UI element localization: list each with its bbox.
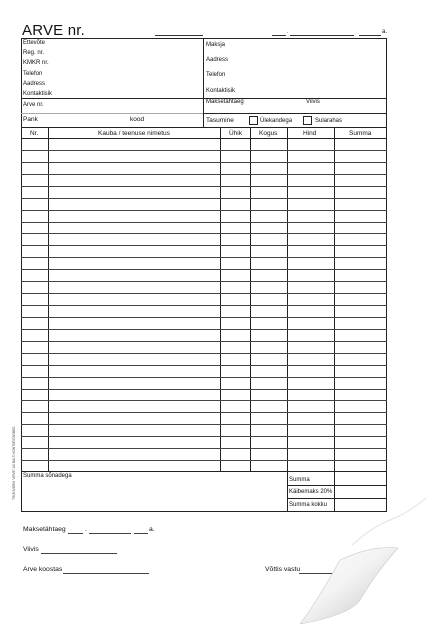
header-nr: Nr. (30, 130, 39, 137)
invoice-title: ARVE nr. (22, 22, 86, 39)
penalty-label: Viivis (306, 99, 320, 105)
date-separator: . (287, 29, 289, 35)
footer-receiver-label: Võttis vastu (265, 566, 301, 573)
sum-label: Summa (289, 477, 310, 483)
header-price: Hind (303, 130, 317, 137)
footer-penalty-label: Viivis (23, 546, 39, 553)
transfer-option-label: Ülekandega (260, 118, 293, 124)
buyer-address-label: Aadress (206, 57, 229, 63)
bank-code-label: kood (130, 116, 145, 123)
header-product: Kauba / teenuse nimetus (98, 130, 170, 137)
invoice-number-label: Arve nr. (23, 102, 44, 108)
cash-option-label: Sularahas (315, 118, 343, 124)
seller-reg-label: Reg. nr. (23, 50, 45, 56)
seller-phone-label: Telefon (23, 71, 43, 77)
payment-method-label: Tasumine (206, 117, 234, 124)
total-label: Summa kokku (289, 502, 328, 508)
footer-due-sep: . (85, 526, 87, 533)
header-unit: Ühik (229, 130, 243, 137)
sum-in-words-label: Summa sõnadega (23, 473, 72, 479)
buyer-contact-label: Kontaktisik (206, 88, 236, 94)
date-suffix: a. (382, 29, 388, 35)
footer-due-label: Maksetähtaeg (23, 526, 66, 533)
due-date-label: Maksetähtaeg (206, 99, 244, 105)
footer-issuer-label: Arve koostas (23, 566, 63, 573)
seller-vat-label: KMKR nr. (23, 60, 49, 66)
bank-label: Pank (23, 116, 38, 123)
header-quantity: Kogus (259, 130, 278, 137)
seller-company-label: Ettevõte (23, 40, 46, 46)
header-sum: Summa (349, 130, 372, 137)
seller-address-label: Aadress (23, 81, 46, 87)
buyer-payer-label: Maksja (206, 42, 226, 48)
buyer-phone-label: Telefon (206, 72, 226, 78)
side-print-text: TRÜKIVORM "ARVE" AS BALTI KONTORITARBED (12, 426, 16, 500)
seller-contact-label: Kontaktisik (23, 91, 53, 97)
vat-label: Käibemaks 20% (289, 489, 333, 495)
footer-due-suffix: a. (149, 526, 155, 533)
